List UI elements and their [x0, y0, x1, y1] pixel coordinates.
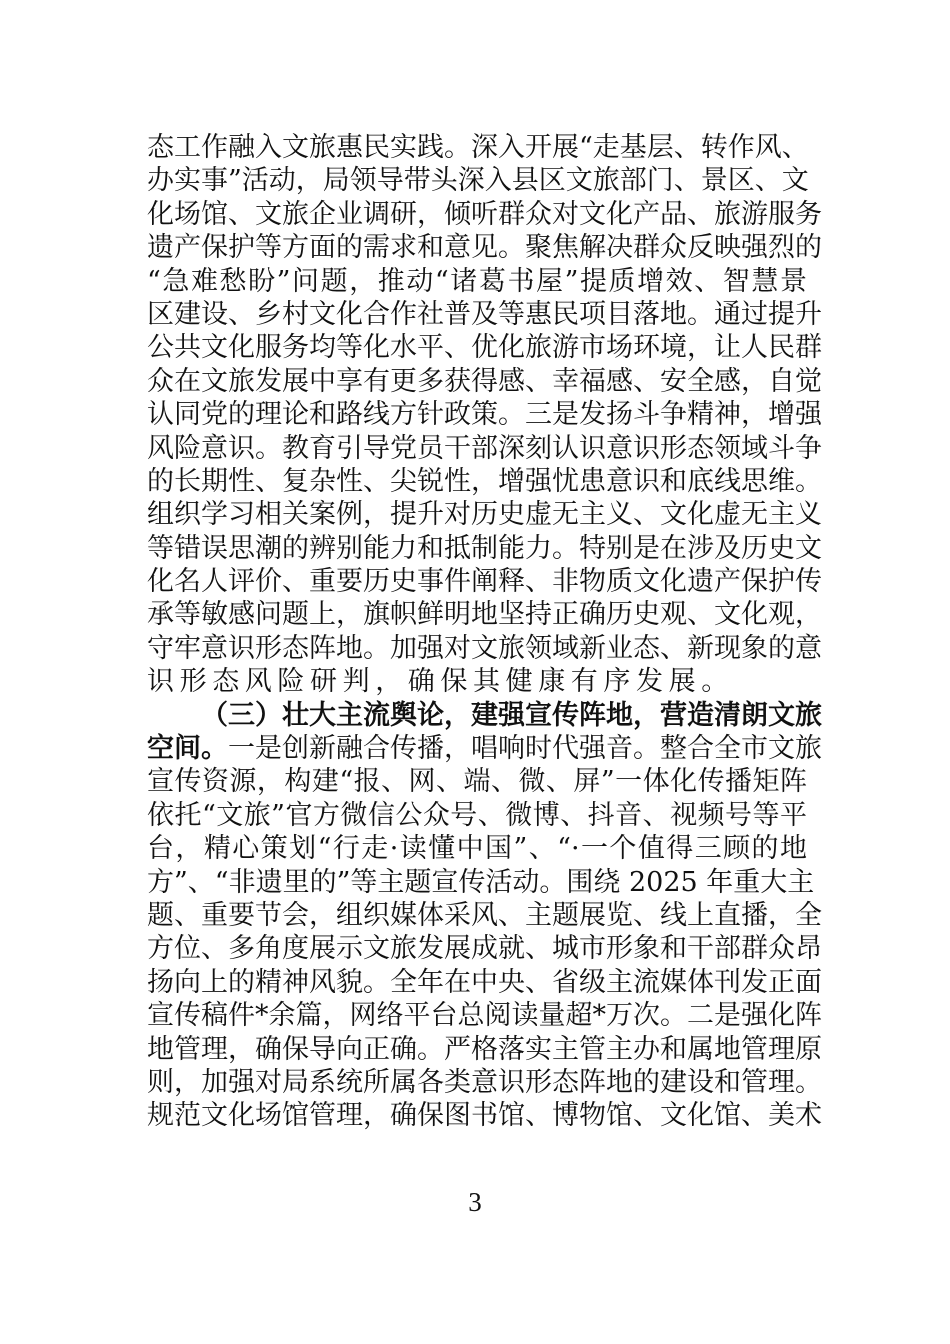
text-line: 组织学习相关案例，提升对历史虚无主义、文化虚无主义	[147, 499, 822, 531]
text-line: 公共文化服务均等化水平、优化旅游市场环境，让人民群	[147, 332, 822, 364]
text-line: 规范文化场馆管理，确保图书馆、博物馆、文化馆、美术	[147, 1100, 822, 1132]
section-heading-tail: 空间。	[147, 733, 228, 765]
text-line: 的长期性、复杂性、尖锐性，增强忧患意识和底线思维。	[147, 465, 822, 497]
page-number: 3	[468, 1187, 482, 1217]
text-line: 遗产保护等方面的需求和意见。聚焦解决群众反映强烈的	[147, 232, 822, 264]
text-line: 地管理，确保导向正确。严格落实主管主办和属地管理原	[147, 1033, 822, 1065]
text-line: 态工作融入文旅惠民实践。深入开展“走基层、转作风、	[147, 132, 809, 163]
text-line: 扬向上的精神风貌。全年在中央、省级主流媒体刊发正面	[147, 966, 822, 998]
text-line: 守牢意识形态阵地。加强对文旅领域新业态、新现象的意	[147, 632, 822, 664]
text-line: 宣传稿件*余篇，网络平台总阅读量超*万次。二是强化阵	[147, 1000, 822, 1032]
text-line: 区建设、乡村文化合作社普及等惠民项目落地。通过提升	[147, 298, 822, 330]
body-text	[147, 131, 822, 1133]
text-line: 等错误思潮的辨别能力和抵制能力。特别是在涉及历史文	[147, 532, 822, 564]
text-line: 方位、多角度展示文旅发展成就、城市形象和干部群众昂	[147, 933, 822, 965]
text-line: 题、重要节会，组织媒体采风、主题展览、线上直播，全	[147, 899, 822, 931]
text-line: 承等敏感问题上，旗帜鲜明地坚持正确历史观、文化观，	[147, 599, 822, 631]
text-line: 众在文旅发展中享有更多获得感、幸福感、安全感，自觉	[147, 365, 822, 397]
text-line: “急难愁盼”问题，推动“诸葛书屋”提质增效、智慧景	[147, 265, 807, 297]
paragraph-2	[147, 699, 822, 1133]
text-line: 方”、“非遗里的”等主题宣传活动。围绕 2025 年重大主	[147, 866, 815, 898]
text-line: 化名人评价、重要历史事件阐释、非物质文化遗产保护传	[147, 566, 822, 598]
text-line	[147, 732, 822, 765]
text-line: 办实事”活动，局领导带头深入县区文旅部门、景区、文	[147, 165, 809, 197]
text-line: 宣传资源，构建“报、网、端、微、屏”一体化传播矩阵	[147, 766, 807, 798]
text-line: 则，加强对局系统所属各类意识形态阵地的建设和管理。	[147, 1066, 822, 1098]
text-line: 依托“文旅”官方微信公众号、微博、抖音、视频号等平	[147, 799, 807, 831]
text-run: 一是创新融合传播，唱响时代强音。整合全市文旅	[228, 733, 822, 765]
text-line: 台，精心策划“行走·读懂中国”、“·一个值得三顾的地	[147, 833, 807, 865]
text-line: 风险意识。教育引导党员干部深刻认识意识形态领域斗争	[147, 432, 822, 464]
text-line: 化场馆、文旅企业调研，倾听群众对文化产品、旅游服务	[147, 198, 822, 230]
text-line: 识形态风险研判，确保其健康有序发展。	[147, 666, 734, 698]
paragraph-1	[147, 131, 822, 699]
section-heading: （三）壮大主流舆论，建强宣传阵地，营造清朗文旅	[201, 699, 822, 731]
text-line: 认同党的理论和路线方针政策。三是发扬斗争精神，增强	[147, 399, 822, 431]
